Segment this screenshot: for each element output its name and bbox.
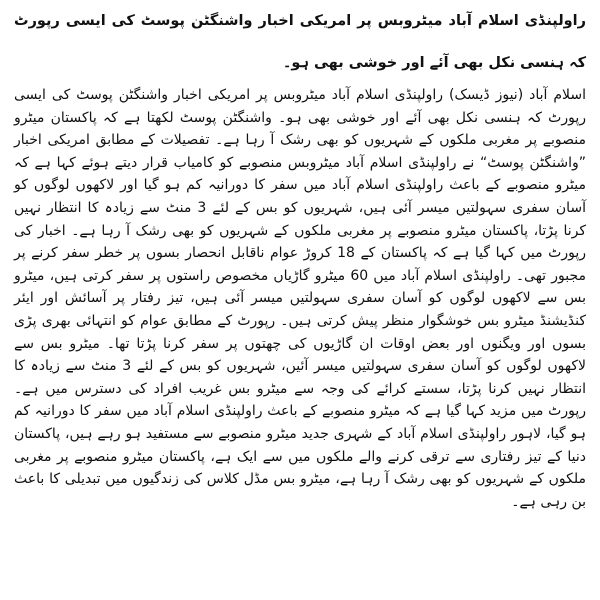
article-headline: راولپنڈی اسلام آباد میٹروبس پر امریکی اخبار واشنگٹن پوسٹ کی ایسی رپورٹ کہ ہنسی نکل بھی آئے اور خوشی بھی ہو۔ <box>14 13 586 71</box>
article-paragraph: اسلام آباد (نیوز ڈیسک) راولپنڈی اسلام آباد میٹروبس پر امریکی اخبار واشنگٹن پوسٹ کی ایسی رپورٹ کہ ہنسی نکل بھی آئے اور خوشی بھی ہو۔ واشنگٹن پوسٹ لکھتا ہے کہ پاکستان میٹرو منصوبے پر مغربی ملکوں کے شہریوں کو بھی رشک آ رہا ہے۔ تفصیلات کے مطابق امریکی اخبار ”واشنگٹن پوسٹ“ نے راولپنڈی اسلام آباد میٹروبس منصوبے کو کامیاب قرار دیتے ہوئے کہا ہے کہ میٹرو منصوبے کے باعث راولپنڈی اسلام آباد میں سفر کا دورانیہ کم ہو گیا اور لاکھوں لوگوں کو آسان سفری سہولتیں میسر آئی ہیں، شہریوں کو بس کے لئے 3 منٹ سے زیادہ کا انتظار نہیں کرنا پڑتا، پاکستان میٹرو منصوبے پر مغربی ملکوں کے شہریوں کو بھی رشک آ رہا ہے۔ اخبار کی رپورٹ میں کہا گیا ہے کہ پاکستان کے 18 کروڑ عوام ناقابل انحصار بسوں پر خطر سفر کرنے پر مجبور تھی۔ راولپنڈی اسلام آباد میں 60 میٹرو گاڑیاں مخصوص راستوں پر سفر کرتی ہیں، میٹرو بس سے لاکھوں لوگوں کو آسان سفری سہولتیں میسر آئی ہیں، تیز رفتار پر آسائش اور ایئر کنڈیشنڈ میٹرو بس خوشگوار منظر پیش کرتی ہیں۔ رپورٹ کے مطابق عوام کو انتہائی بھری پڑی بسوں اور ویگنوں اور بعض اوقات ان گاڑیوں کی چھتوں پر سفر کرنا پڑتا تھا۔ میٹرو بس سے لاکھوں لوگوں کو آسان سفری سہولتیں میسر آئیں، شہریوں کو بس کے لئے 3 منٹ سے زیادہ کا انتظار نہیں کرنا پڑتا، سستے کرائے کی وجہ سے میٹرو بس غریب افراد کی دسترس میں ہے۔ رپورٹ میں مزید کہا گیا ہے کہ میٹرو منصوبے کے باعث راولپنڈی اسلام آباد میں سفر کا دورانیہ کم ہو گیا، لاہور راولپنڈی اسلام آباد کے شہری جدید میٹرو منصوبے سے مستفید ہو رہے ہیں، پاکستان دنیا کے تیز رفتاری سے ترقی کرنے والے ملکوں میں سے ایک ہے، پاکستان میٹرو منصوبے پر مغربی ملکوں کے شہریوں کو بھی رشک آ رہا ہے، میٹرو بس مڈل کلاس کی زندگیوں میں تبدیلی کا باعث بن رہی ہے۔ <box>14 87 586 510</box>
article-body <box>14 84 586 513</box>
